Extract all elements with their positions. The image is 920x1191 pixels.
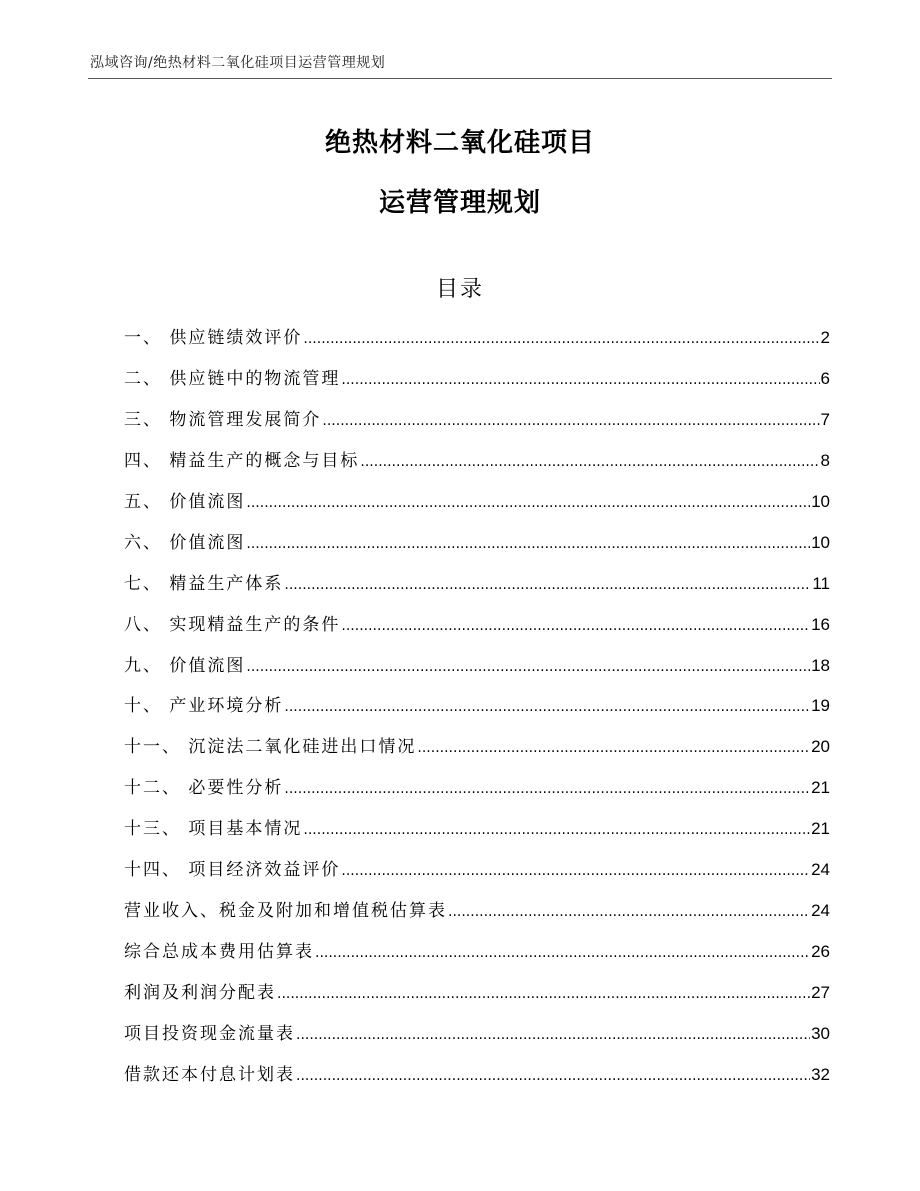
toc-dot-leader xyxy=(322,401,819,442)
toc-dot-leader xyxy=(284,565,811,606)
toc-entry-page: 6 xyxy=(820,368,830,388)
toc-entry[interactable] xyxy=(124,523,830,564)
toc-entry[interactable] xyxy=(124,891,830,932)
document-title-line-2: 运营管理规划 xyxy=(378,188,541,218)
toc-dot-leader xyxy=(284,769,810,810)
toc-entry[interactable] xyxy=(124,605,830,646)
toc-dot-leader xyxy=(341,851,810,892)
toc-entry-label: 十一、 沉淀法二氧化硅进出口情况 xyxy=(124,737,417,758)
toc-entry-page: 10 xyxy=(811,532,830,552)
toc-entry-label: 利润及利润分配表 xyxy=(124,983,276,1003)
toc-entry-label: 七、 精益生产体系 xyxy=(124,573,284,594)
toc-entry[interactable] xyxy=(124,973,830,1014)
toc-entry[interactable] xyxy=(124,359,830,400)
toc-entry-page: 21 xyxy=(811,819,830,839)
toc-dot-leader xyxy=(315,933,810,974)
header-divider xyxy=(88,78,832,79)
toc-entry[interactable] xyxy=(124,809,830,850)
toc-dot-leader xyxy=(417,728,810,769)
toc-entry[interactable] xyxy=(124,850,830,891)
toc-entry-label: 六、 价值流图 xyxy=(124,532,246,553)
toc-entry-label: 九、 价值流图 xyxy=(124,655,246,676)
toc-entry-label: 十四、 项目经济效益评价 xyxy=(124,860,341,881)
toc-dot-leader xyxy=(303,319,819,360)
toc-entry[interactable] xyxy=(124,932,830,973)
toc-dot-leader xyxy=(246,483,810,524)
toc-entry-label: 四、 精益生产的概念与目标 xyxy=(124,450,360,471)
toc-entry-page: 10 xyxy=(811,491,830,511)
toc-dot-leader xyxy=(341,606,810,647)
toc-dot-leader xyxy=(448,892,810,933)
toc-entry[interactable] xyxy=(124,1055,830,1096)
toc-entry[interactable] xyxy=(124,564,830,605)
toc-entry-page: 19 xyxy=(811,696,830,716)
toc-entry[interactable] xyxy=(124,441,830,482)
toc-dot-leader xyxy=(246,524,810,565)
toc-dot-leader xyxy=(360,442,819,483)
toc-entry-label: 三、 物流管理发展简介 xyxy=(124,409,322,430)
toc-entry-page: 16 xyxy=(811,614,830,634)
toc-dot-leader xyxy=(246,647,810,688)
toc-entry[interactable] xyxy=(124,686,830,727)
toc-entry[interactable] xyxy=(124,400,830,441)
toc-entry-page: 8 xyxy=(820,450,830,470)
toc-entry-page: 21 xyxy=(811,778,830,798)
toc-entry-page: 26 xyxy=(811,942,830,962)
toc-entry[interactable] xyxy=(124,482,830,523)
toc-entry-page: 27 xyxy=(811,983,830,1002)
toc-entry-label: 八、 实现精益生产的条件 xyxy=(124,614,341,635)
toc-dot-leader xyxy=(341,360,819,401)
toc-entry[interactable] xyxy=(124,1014,830,1055)
toc-dot-leader xyxy=(284,687,810,728)
toc-entry-page: 18 xyxy=(811,655,830,675)
toc-entry[interactable] xyxy=(124,318,830,359)
toc-entry-page: 20 xyxy=(811,737,830,757)
toc-entry-page: 30 xyxy=(811,1023,830,1043)
toc-entry[interactable] xyxy=(124,768,830,809)
toc-entry-label: 营业收入、税金及附加和增值税估算表 xyxy=(124,901,447,922)
toc-entry-label: 二、 供应链中的物流管理 xyxy=(124,368,341,389)
running-header: 泓域咨询/绝热材料二氧化硅项目运营管理规划 xyxy=(90,55,386,71)
toc-entry-page: 7 xyxy=(820,409,830,429)
toc-entry[interactable] xyxy=(124,646,830,687)
toc-dot-leader xyxy=(296,1015,810,1056)
toc-dot-leader xyxy=(277,974,810,1015)
toc-entry-label: 五、 价值流图 xyxy=(124,491,246,512)
toc-entry-page: 24 xyxy=(811,901,830,921)
toc-entry-label: 十三、 项目基本情况 xyxy=(124,819,303,840)
table-of-contents xyxy=(124,318,830,1096)
toc-entry[interactable] xyxy=(124,727,830,768)
toc-dot-leader xyxy=(303,810,810,851)
toc-entry-label: 借款还本付息计划表 xyxy=(124,1064,295,1085)
toc-entry-page: 24 xyxy=(811,860,830,880)
toc-entry-page: 2 xyxy=(820,328,830,347)
toc-entry-page: 11 xyxy=(812,573,830,593)
toc-entry-label: 一、 供应链绩效评价 xyxy=(124,328,303,348)
toc-entry-page: 32 xyxy=(811,1064,830,1084)
toc-entry-label: 十、 产业环境分析 xyxy=(124,696,284,717)
toc-entry-label: 项目投资现金流量表 xyxy=(124,1023,295,1044)
toc-entry-label: 十二、 必要性分析 xyxy=(124,778,284,799)
toc-entry-label: 综合总成本费用估算表 xyxy=(124,942,314,963)
toc-dot-leader xyxy=(296,1056,810,1097)
document-title-line-1: 绝热材料二氧化硅项目 xyxy=(324,128,595,158)
toc-heading: 目录 xyxy=(435,277,484,302)
